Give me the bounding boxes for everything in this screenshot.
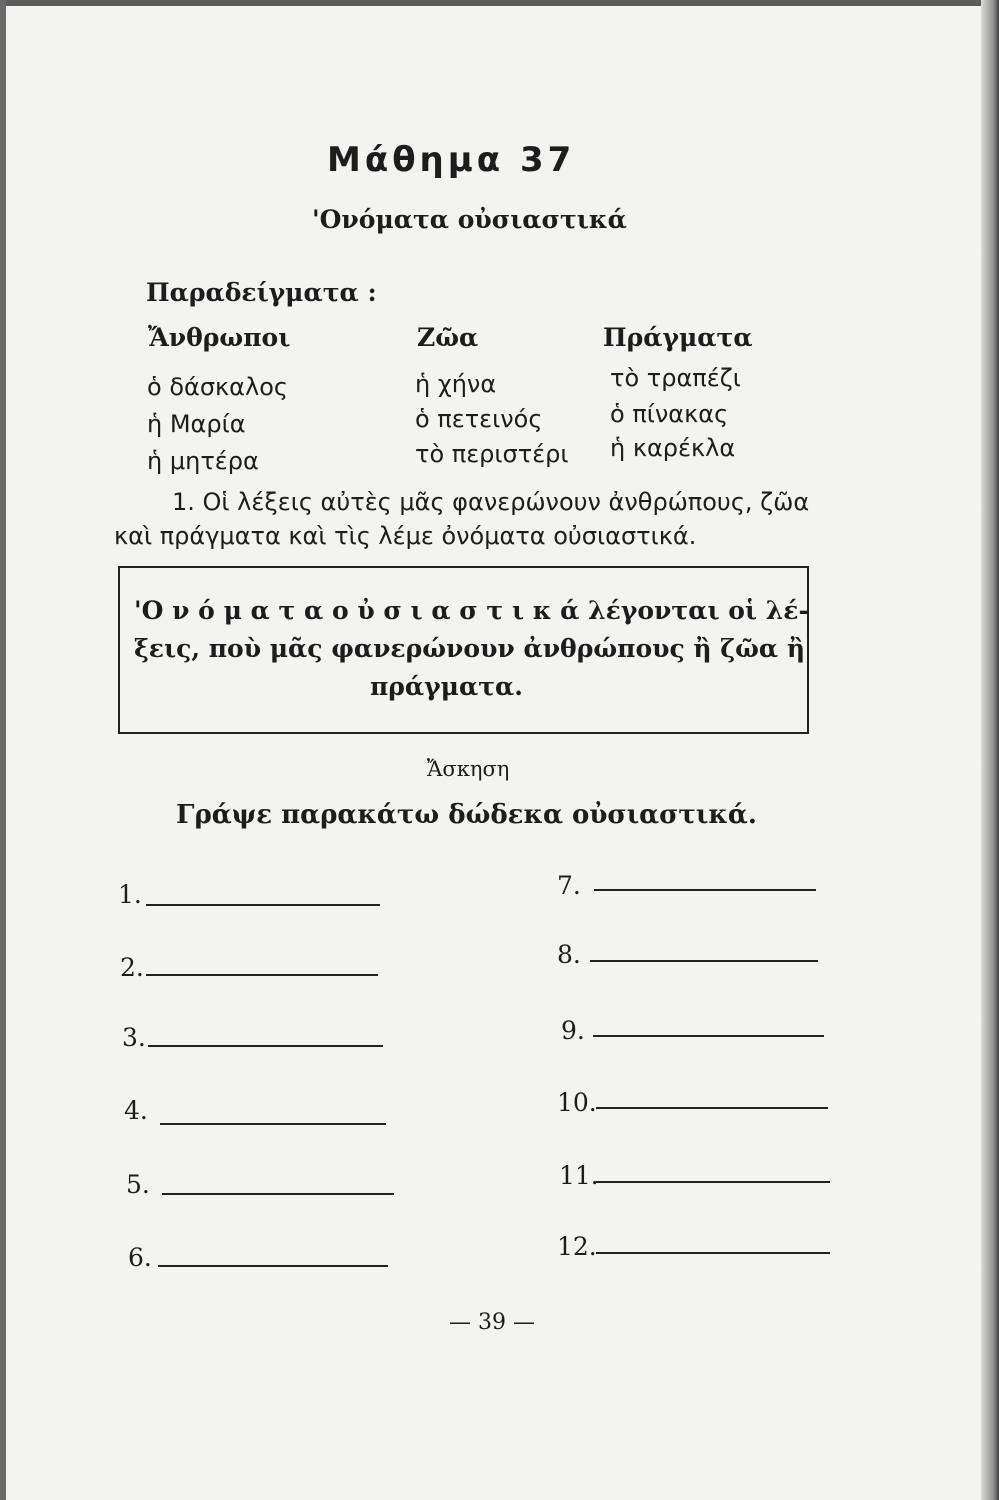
- column-heading-people: Ἄνθρωποι: [148, 323, 291, 352]
- column-heading-animals: Ζῶα: [417, 323, 479, 352]
- answer-blank-12[interactable]: [596, 1252, 830, 1254]
- answer-blank-6[interactable]: [158, 1265, 388, 1267]
- example-item: ἡ μητέρα: [147, 447, 259, 475]
- answer-number: 3.: [122, 1023, 146, 1052]
- examples-label: Παραδείγματα :: [146, 278, 377, 307]
- scan-edge-left: [0, 0, 6, 1500]
- example-item: τὸ περιστέρι: [415, 440, 569, 468]
- example-item: ἡ χήνα: [415, 370, 497, 398]
- definition-box: [118, 566, 809, 734]
- example-item: ὁ πίνακας: [610, 400, 729, 428]
- answer-blank-9[interactable]: [593, 1035, 824, 1037]
- answer-blank-11[interactable]: [596, 1181, 830, 1183]
- answer-number: 10.: [557, 1088, 597, 1117]
- column-heading-things: Πράγματα: [603, 323, 753, 352]
- answer-blank-2[interactable]: [146, 974, 378, 976]
- answer-number: 8.: [557, 940, 581, 969]
- answer-number: 4.: [124, 1096, 148, 1125]
- exercise-instruction: Γράψε παρακάτω δώδεκα οὐσιαστικά.: [176, 800, 757, 830]
- definition-line-3: πράγματα.: [370, 672, 523, 701]
- answer-number: 9.: [561, 1016, 585, 1045]
- answer-blank-8[interactable]: [590, 960, 818, 962]
- example-item: ὁ πετεινός: [415, 405, 543, 433]
- answer-blank-10[interactable]: [596, 1107, 828, 1109]
- exercise-title: Ἄσκηση: [427, 757, 510, 781]
- answer-blank-7[interactable]: [594, 889, 816, 891]
- definition-line-2: ξεις, ποὺ μᾶς φανερώνουν ἀνθρώπους ἢ ζῶα ἢ: [134, 634, 806, 663]
- example-item: ὁ δάσκαλος: [147, 373, 288, 401]
- answer-blank-3[interactable]: [148, 1045, 383, 1047]
- page-number: — 39 —: [449, 1310, 535, 1335]
- answer-number: 12.: [557, 1232, 597, 1261]
- answer-blank-4[interactable]: [160, 1123, 386, 1125]
- scan-edge-right: [981, 0, 999, 1500]
- definition-line-1: 'Ο ν ό μ α τ α ο ὐ σ ι α σ τ ι κ ά λέγονται οἱ λέ-: [134, 596, 809, 625]
- lesson-title: Μάθημα 37: [327, 140, 576, 180]
- answer-number: 6.: [128, 1243, 152, 1272]
- answer-blank-5[interactable]: [162, 1193, 394, 1195]
- lesson-subtitle: 'Ονόματα οὐσιαστικά: [312, 205, 627, 234]
- answer-number: 5.: [126, 1170, 150, 1199]
- answer-number: 7.: [557, 871, 581, 900]
- answer-blank-1[interactable]: [146, 904, 380, 906]
- example-item: ἡ καρέκλα: [610, 434, 736, 462]
- answer-number: 2.: [120, 953, 144, 982]
- statement-line-2: καὶ πράγματα καὶ τὶς λέμε ὀνόματα οὐσιαστικά.: [114, 522, 697, 550]
- answer-number: 11.: [559, 1161, 599, 1190]
- scan-edge-top: [0, 0, 999, 6]
- example-item: ἡ Μαρία: [147, 410, 246, 438]
- answer-number: 1.: [118, 880, 142, 909]
- example-item: τὸ τραπέζι: [610, 364, 741, 392]
- statement-line-1: 1. Οἱ λέξεις αὐτὲς μᾶς φανερώνουν ἀνθρώπους, ζῶα: [172, 488, 810, 516]
